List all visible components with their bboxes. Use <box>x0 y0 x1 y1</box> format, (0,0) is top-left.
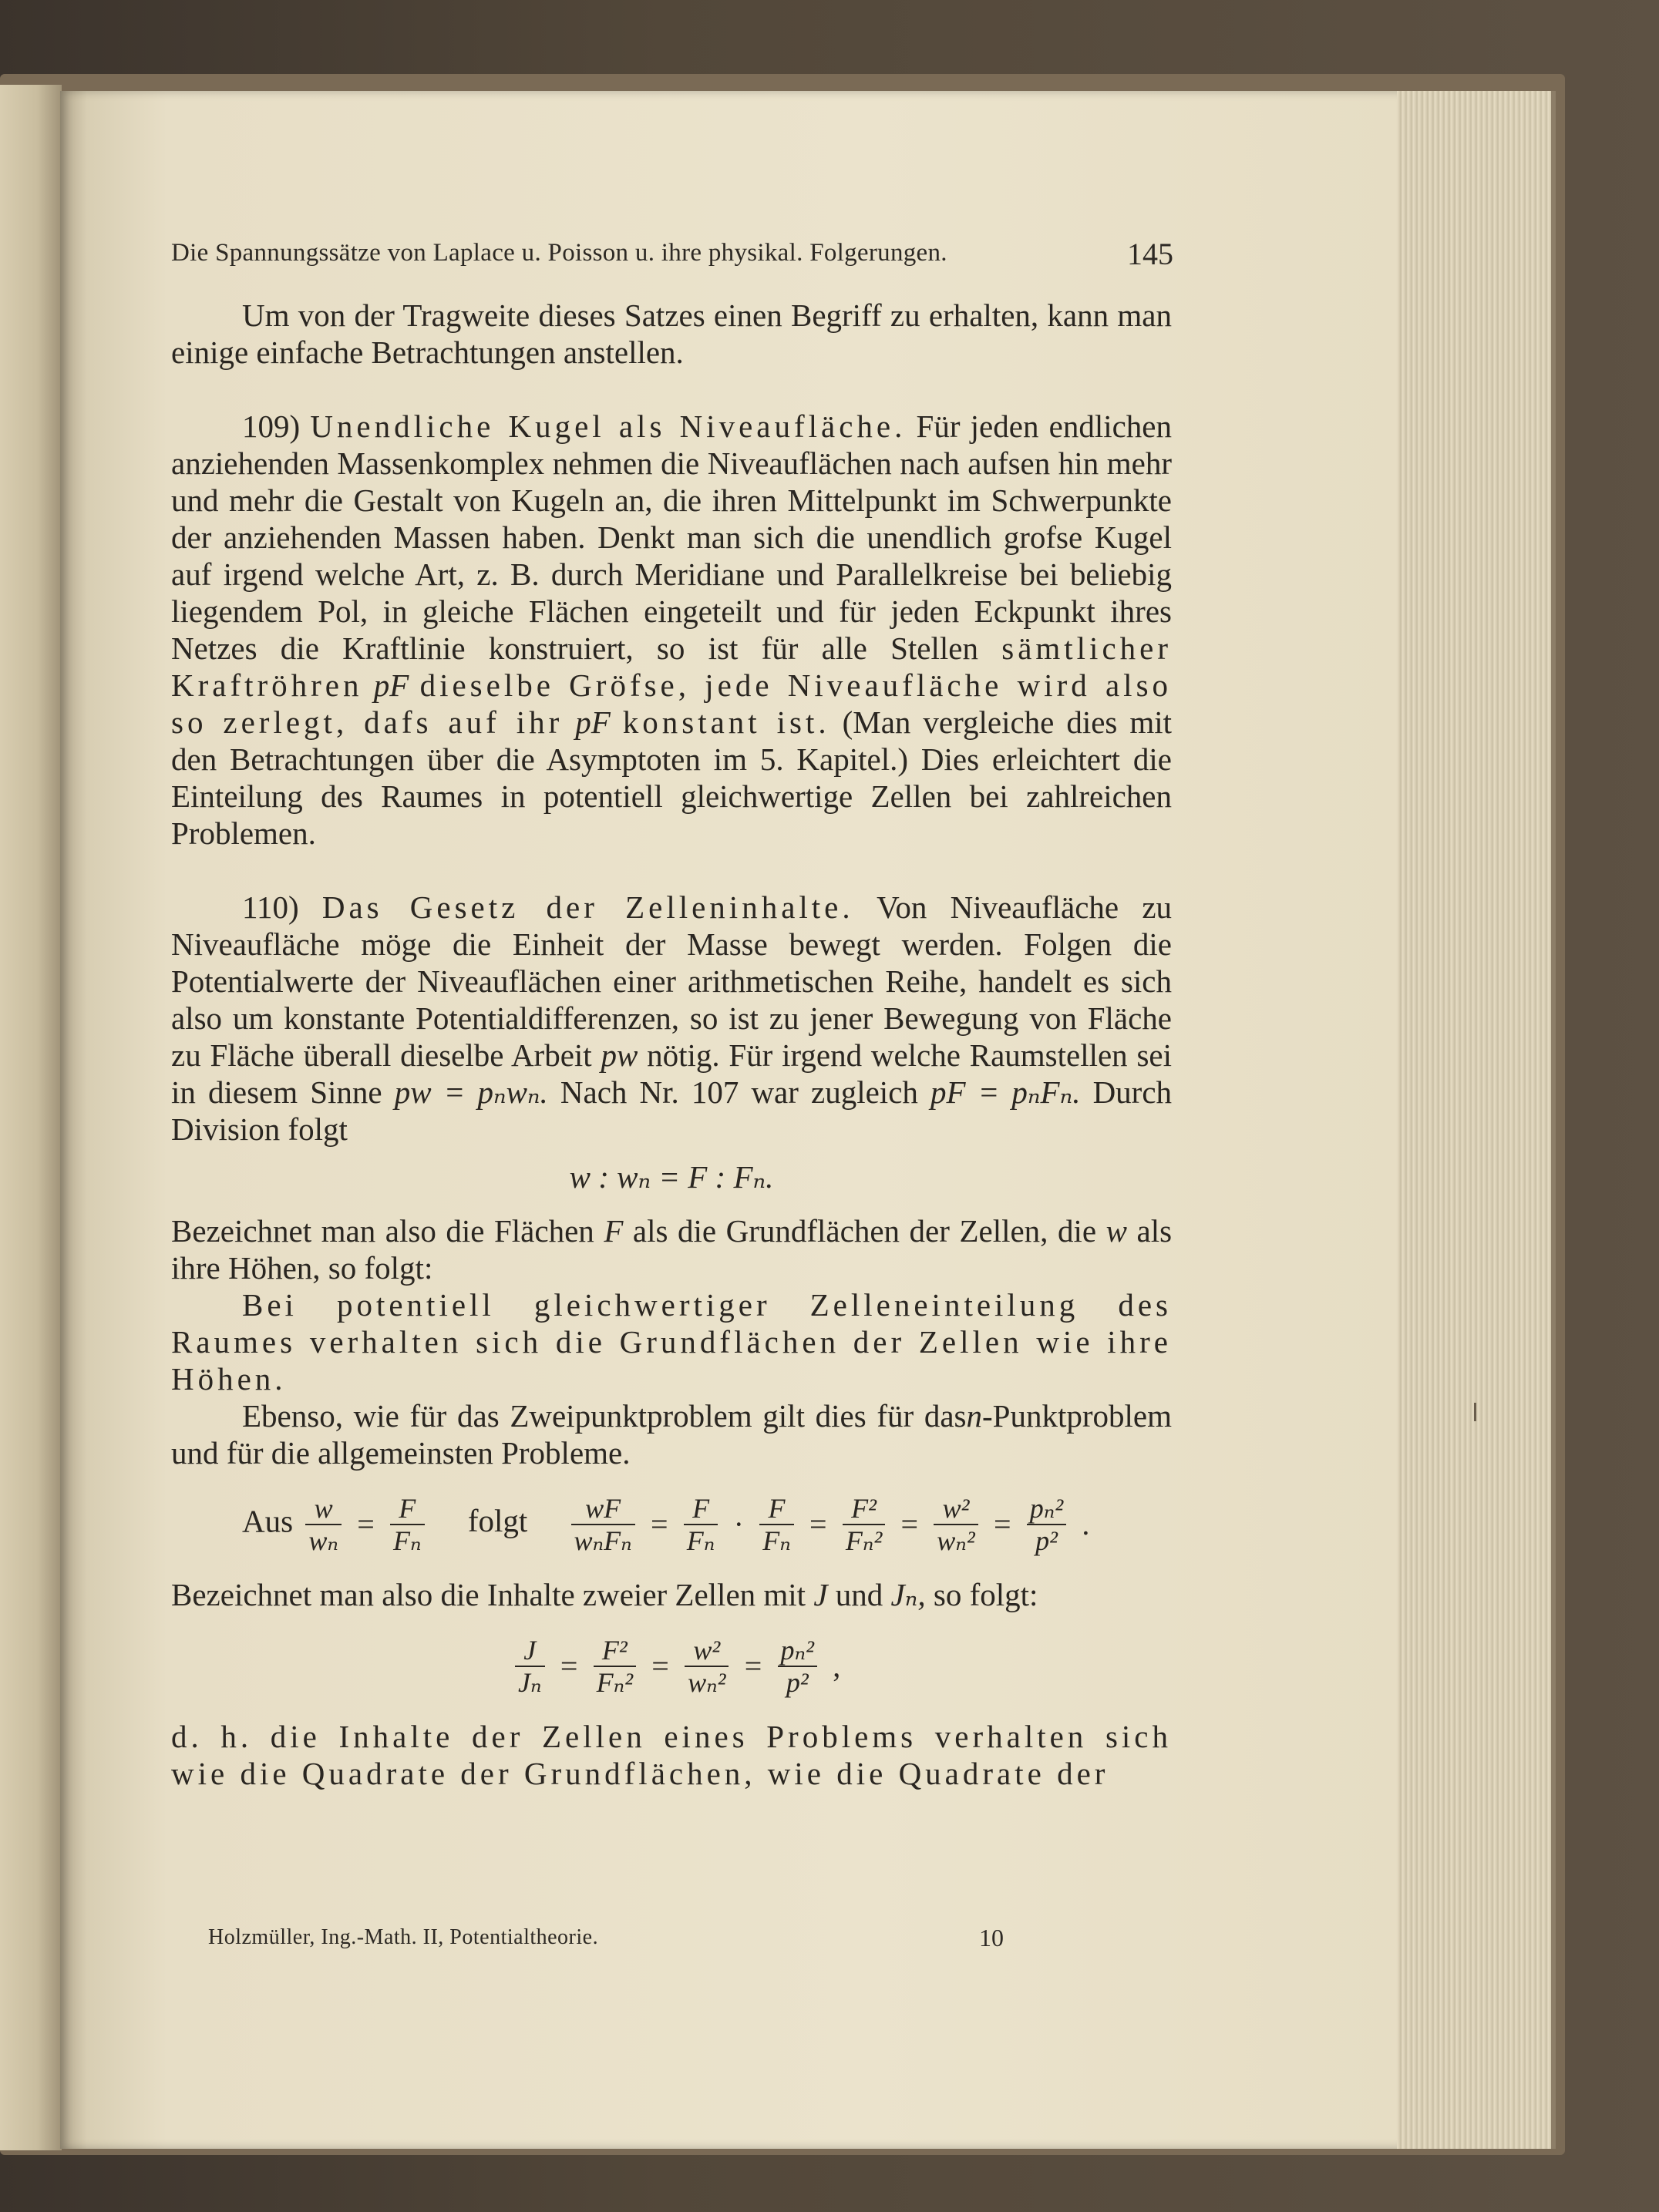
equation-pw: pw = pₙwₙ. <box>394 1074 548 1110</box>
section-110-text-d: Durch Division folgt <box>171 1074 1173 1147</box>
symbol-Jn: Jₙ, <box>890 1577 926 1612</box>
running-head <box>171 239 1173 277</box>
fraction-w-wn-num: w <box>314 1493 333 1524</box>
fraction-w2 <box>934 1493 978 1556</box>
symbol-n: n <box>966 1398 983 1434</box>
section-109-number: 109) <box>242 408 301 444</box>
paragraph-intro: Um von der Tragweite dieses Satzes einen Begriff zu erhalten, kann man einige einfache Betrachtungen anstellen. <box>171 298 1172 370</box>
fraction-F-Fn-num: F <box>399 1493 416 1524</box>
running-head-title: Die Spannungssätze von Laplace u. Poisson u. ihre physikal. Folgerungen. <box>171 239 947 267</box>
symbol-w: w <box>1105 1213 1127 1249</box>
fraction-p2-b <box>778 1635 817 1698</box>
fraction-w-wn-den: wₙ <box>305 1524 342 1556</box>
fraction-F-Fn-a-num: F <box>692 1493 710 1524</box>
text-f2: -Punktproblem und für die allgemeinsten Probleme. <box>171 1398 1172 1471</box>
formula-aus-folgt: Aus $\frac{w}{\text{wₙ}}$ = $\frac{F}{\text{Fₙ}}$ folgt $\frac{wF}{\text{wₙFₙ}}$ = $\frac{F}{\text{Fₙ}}$ · $\frac{F}{\text{Fₙ}}$ = $\frac{\text{F²}}{\text{Fₙ²}}$ = $\frac{\text{w²}}{\text{wₙ²}}$ = $\frac{\text{pₙ²}}{\text{p²}}$ . <box>242 1493 1090 1556</box>
fraction-w-wn <box>305 1493 342 1556</box>
paragraph-grundflaechen <box>171 1212 1172 1286</box>
section-109-title: Unendliche Kugel als Niveaufläche. <box>310 408 907 444</box>
fraction-w2-b <box>685 1635 729 1698</box>
section-109-text-c: dieselbe Gröfse, jede Niveaufläche wird also so zerlegt, dafs auf ihr <box>171 667 1173 740</box>
fraction-p2-b-den: p² <box>778 1666 817 1698</box>
section-110-text-b: nötig. Für irgend welche Raumstellen sei in diesem Sinne <box>171 1037 1172 1110</box>
fraction-F2-b-den: Fₙ² <box>594 1666 636 1698</box>
label-aus: Aus <box>242 1503 294 1539</box>
fraction-wF-num: wF <box>585 1493 621 1524</box>
paragraph-n-punkt <box>171 1397 1172 1471</box>
fraction-F2-num: F² <box>851 1493 877 1524</box>
fraction-wF-den: wₙFₙ <box>571 1524 635 1556</box>
section-109-text-b: sämtlicher Kraftröhren <box>171 630 1173 703</box>
footer-author: Holzmüller, Ing.-Math. II, Potentialtheorie. <box>208 1925 599 1949</box>
section-110-text-a: Von Niveaufläche zu Niveaufläche möge die Einheit der Masse bewegt werden. Folgen die Potentialwerte der Niveauflächen einer arithmetischen Reihe, handelt es sich also um konstante Potentialdifferenzen, so ist zu jener Bewegung von Fläche zu Fläche überall dieselbe Arbeit <box>171 889 1173 1073</box>
fraction-F-Fn-b-den: Fₙ <box>759 1524 794 1556</box>
footer-signature: 10 <box>979 1924 1004 1951</box>
text-und: und <box>835 1577 883 1612</box>
fraction-F2-den: Fₙ² <box>843 1524 885 1556</box>
fraction-p2-num: pₙ² <box>1029 1493 1064 1524</box>
fraction-F2-b <box>594 1635 636 1698</box>
label-folgt: folgt <box>467 1503 528 1539</box>
fraction-F-Fn-a-den: Fₙ <box>684 1524 718 1556</box>
page-footer <box>208 1925 1056 1956</box>
text-g2: so folgt: <box>933 1577 1038 1612</box>
symbol-pw: pw <box>601 1037 638 1073</box>
fraction-p2-den: p² <box>1027 1524 1066 1556</box>
fraction-p2-b-num: pₙ² <box>780 1635 814 1666</box>
page-number: 145 <box>1127 237 1173 271</box>
text-g1: Bezeichnet man also die Inhalte zweier Zellen mit <box>171 1577 806 1612</box>
fraction-J <box>515 1635 545 1698</box>
fraction-F-Fn-a <box>684 1493 718 1556</box>
equation-pF: pF = pₙFₙ. <box>930 1074 1081 1110</box>
equation-ratio-w-F: w : wₙ = F : Fₙ. <box>569 1159 774 1195</box>
text-e1: Bezeichnet man also die Flächen <box>171 1213 594 1249</box>
formula-J-ratio: $\frac{J}{\text{Jₙ}}$ = $\frac{\text{F²}}{\text{Fₙ²}}$ = $\frac{\text{w²}}{\text{wₙ²}}$ = $\frac{\text{pₙ²}}{\text{p²}}$ , <box>171 1635 1172 1698</box>
body-text <box>171 297 1172 1792</box>
text-f1: Ebenso, wie für das Zweipunktproblem gilt dies für das <box>242 1398 967 1434</box>
symbol-J: J <box>813 1577 828 1612</box>
fraction-p2 <box>1027 1493 1066 1556</box>
section-109-text-a: Für jeden endlichen anziehenden Massenkomplex nehmen die Niveauflächen nach aufsen hin mehr und mehr die Gestalt von Kugeln an, die ihren Mittelpunkt im Schwerpunkte der anziehenden Massen haben. Denkt man sich die unendlich grofse Kugel auf irgend welche Art, z. B. durch Meridiane und Parallelkreise bei beliebig liegendem Pol, in gleiche Flächen eingeteilt und für jeden Eckpunkt ihres Netzes die Kraftlinie konstruiert, so ist für alle Stellen <box>171 408 1172 666</box>
edge-mark <box>1474 1403 1476 1421</box>
section-110-text-c: Nach Nr. 107 war zugleich <box>560 1074 918 1110</box>
fraction-w2-b-den: wₙ² <box>685 1666 729 1698</box>
paragraph-109 <box>171 408 1172 852</box>
text-e3: als ihre Höhen, so folgt: <box>171 1213 1173 1286</box>
paragraph-110 <box>171 889 1172 1148</box>
fraction-F-Fn-b <box>759 1493 794 1556</box>
fraction-F-Fn-b-num: F <box>768 1493 786 1524</box>
left-page-edge <box>0 85 62 2150</box>
symbol-pF-1: pF <box>373 667 409 703</box>
paragraph-inhalte <box>171 1576 1172 1613</box>
section-110-title: Das Gesetz der Zelleninhalte. <box>321 889 854 925</box>
paragraph-conclusion: d. h. die Inhalte der Zellen eines Problems verhalten sich wie die Quadrate der Grundflächen, wie die Quadrate der <box>171 1719 1172 1791</box>
fraction-F-Fn-den: Fₙ <box>390 1524 425 1556</box>
section-109-text-e: (Man vergleiche dies mit den Betrachtungen über die Asymptoten im 5. Kapitel.) Dies erleichtert die Einteilung des Raumes in potentiell gleichwertige Zellen bei zahlreichen Problemen. <box>171 704 1173 851</box>
fraction-F2 <box>843 1493 885 1556</box>
fraction-w2-b-num: w² <box>693 1635 721 1666</box>
symbol-pF-2: pF <box>575 704 611 740</box>
section-109-text-d: konstant ist. <box>622 704 830 740</box>
fraction-w2-num: w² <box>942 1493 970 1524</box>
law-statement: Bei potentiell gleichwertiger Zelleneinteilung des Raumes verhalten sich die Grundflächen der Zellen wie ihre Höhen. <box>171 1287 1172 1397</box>
fraction-F2-b-num: F² <box>601 1635 628 1666</box>
fraction-w2-den: wₙ² <box>934 1524 978 1556</box>
section-110-number: 110) <box>242 889 299 925</box>
fraction-J-num: J <box>523 1635 537 1666</box>
fraction-J-den: Jₙ <box>515 1666 545 1698</box>
page-stack-edges <box>1397 91 1556 2149</box>
symbol-F: F <box>604 1213 624 1249</box>
fraction-F-Fn <box>390 1493 425 1556</box>
fraction-wF <box>571 1493 635 1556</box>
text-e2: als die Grundflächen der Zellen, die <box>632 1213 1097 1249</box>
